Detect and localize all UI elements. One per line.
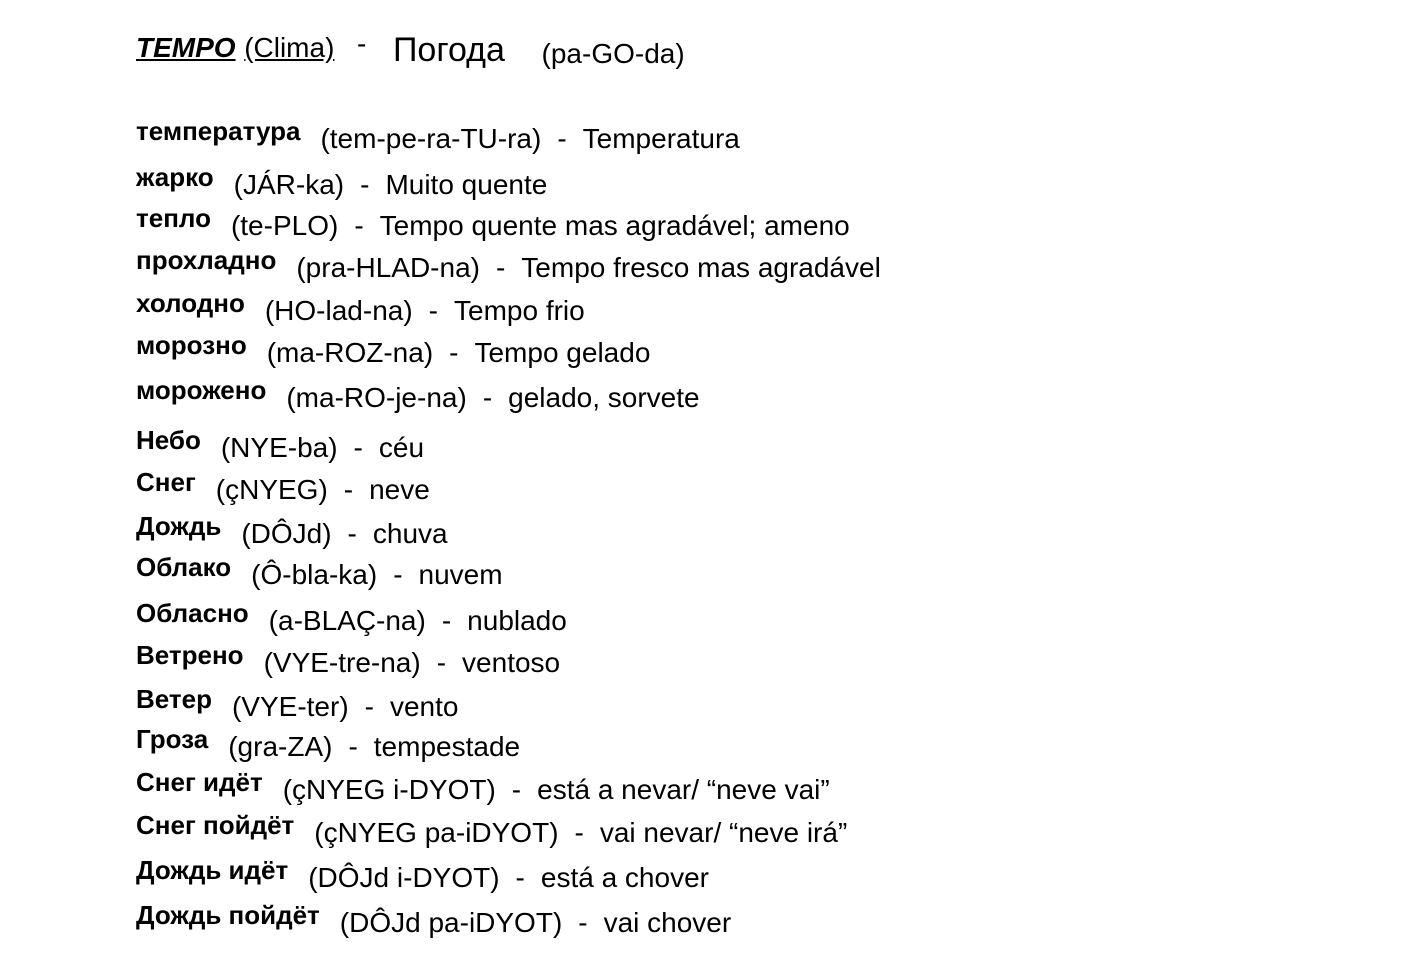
- meaning: céu: [378, 432, 425, 463]
- page-title: [136, 28, 685, 70]
- meaning: neve: [369, 474, 430, 505]
- vocab-entry-13: [136, 686, 458, 721]
- vocab-entry-11: [136, 600, 567, 635]
- meaning: está a chover: [540, 862, 709, 893]
- russian-word: Небо: [136, 425, 201, 455]
- pronunciation: (HO-lad-na): [264, 295, 413, 326]
- vocab-entry-16: [136, 812, 847, 847]
- separator: -: [353, 432, 363, 463]
- pronunciation: (ma-RO-je-na): [286, 382, 467, 413]
- vocab-entry-9: [136, 513, 448, 548]
- separator: -: [557, 123, 567, 154]
- vocab-entry-15: [136, 769, 830, 804]
- russian-word: Снег пойдёт: [136, 810, 295, 840]
- vocab-entry-8: [136, 469, 430, 504]
- pronunciation: (te-PLO): [230, 210, 339, 241]
- vocab-entry-0: [136, 118, 740, 153]
- vocab-entry-3: [136, 247, 881, 282]
- russian-word: холодно: [136, 288, 245, 318]
- vocab-entry-5: [136, 332, 650, 367]
- pronunciation: (DÔJd): [241, 518, 332, 549]
- meaning: tempestade: [373, 731, 521, 762]
- russian-word: Дождь пойдёт: [136, 900, 320, 930]
- meaning: ventoso: [462, 647, 561, 678]
- pronunciation: (VYE-ter): [231, 691, 349, 722]
- separator: -: [449, 337, 459, 368]
- russian-word: морозно: [136, 330, 247, 360]
- pronunciation: (çNYEG pa-iDYOT): [314, 817, 559, 848]
- pronunciation: (JÁR-ka): [233, 169, 345, 200]
- russian-word: Обласно: [136, 598, 249, 628]
- russian-word: Снег идёт: [136, 767, 263, 797]
- pronunciation: (a-BLAÇ-na): [268, 605, 426, 636]
- pronunciation: (Ô-bla-ka): [251, 559, 378, 590]
- separator: -: [482, 382, 493, 413]
- russian-word: жарко: [136, 162, 214, 192]
- vocab-entry-17: [136, 857, 709, 892]
- separator: -: [436, 647, 447, 678]
- russian-word: Ветрено: [136, 640, 244, 670]
- meaning: chuva: [372, 518, 448, 549]
- pronunciation: (çNYEG): [215, 474, 328, 505]
- meaning: Tempo frio: [454, 295, 585, 326]
- russian-word: температура: [136, 116, 301, 146]
- pronunciation: (pra-HLAD-na): [296, 252, 480, 283]
- pronunciation: (VYE-tre-na): [263, 647, 421, 678]
- pronunciation: (ma-ROZ-na): [266, 337, 434, 368]
- meaning: está a nevar/ “neve vai”: [537, 774, 830, 805]
- vocab-entry-1: [136, 164, 547, 199]
- meaning: Muito quente: [385, 169, 548, 200]
- russian-word: Дождь: [136, 511, 222, 541]
- separator: -: [348, 731, 358, 762]
- meaning: vai chover: [603, 907, 732, 938]
- vocab-entry-12: [136, 642, 560, 677]
- russian-word: прохладно: [136, 245, 277, 275]
- meaning: Tempo quente mas agradável; ameno: [379, 210, 850, 241]
- pronunciation: (NYE-ba): [220, 432, 338, 463]
- vocab-entry-10: [136, 554, 503, 589]
- russian-word: Гроза: [136, 724, 209, 754]
- separator: -: [495, 252, 506, 283]
- meaning: vento: [389, 691, 459, 722]
- russian-word: морожено: [136, 375, 267, 405]
- separator: -: [441, 605, 452, 636]
- pronunciation: (tem-pe-ra-TU-ra): [320, 123, 542, 154]
- separator: -: [511, 774, 522, 805]
- separator: -: [393, 559, 403, 590]
- russian-word: тепло: [136, 203, 211, 233]
- separator: -: [428, 295, 438, 326]
- separator: -: [364, 691, 374, 722]
- separator: -: [347, 518, 357, 549]
- meaning: gelado, sorvete: [508, 382, 700, 413]
- separator: -: [354, 210, 364, 241]
- vocab-entry-7: [136, 427, 424, 462]
- vocab-entry-4: [136, 290, 585, 325]
- vocab-entry-6: [136, 377, 700, 412]
- russian-word: Облако: [136, 552, 232, 582]
- vocab-entry-14: [136, 726, 520, 761]
- separator: -: [574, 817, 584, 848]
- pronunciation: (çNYEG i-DYOT): [282, 774, 496, 805]
- title-pronunciation: (pa-GO-da): [541, 38, 685, 69]
- meaning: Tempo fresco mas agradável: [521, 252, 881, 283]
- meaning: nuvem: [418, 559, 503, 590]
- separator: -: [515, 862, 525, 893]
- separator: -: [578, 907, 588, 938]
- separator: -: [343, 474, 354, 505]
- meaning: Tempo gelado: [474, 337, 651, 368]
- title-clima: (Clima): [244, 32, 335, 63]
- title-russian-word: Погода: [392, 31, 505, 69]
- pronunciation: (DÔJd i-DYOT): [308, 862, 500, 893]
- title-tempo: TEMPO: [136, 32, 236, 63]
- pronunciation: (DÔJd pa-iDYOT): [339, 907, 563, 938]
- meaning: Temperatura: [582, 123, 740, 154]
- pronunciation: (gra-ZA): [228, 731, 333, 762]
- russian-word: Ветер: [136, 684, 212, 714]
- vocab-entry-18: [136, 902, 731, 937]
- meaning: nublado: [467, 605, 567, 636]
- vocab-entry-2: [136, 205, 850, 240]
- russian-word: Дождь идёт: [136, 855, 289, 885]
- title-dash: -: [357, 28, 367, 59]
- russian-word: Снег: [136, 467, 196, 497]
- meaning: vai nevar/ “neve irá”: [599, 817, 848, 848]
- separator: -: [360, 169, 370, 200]
